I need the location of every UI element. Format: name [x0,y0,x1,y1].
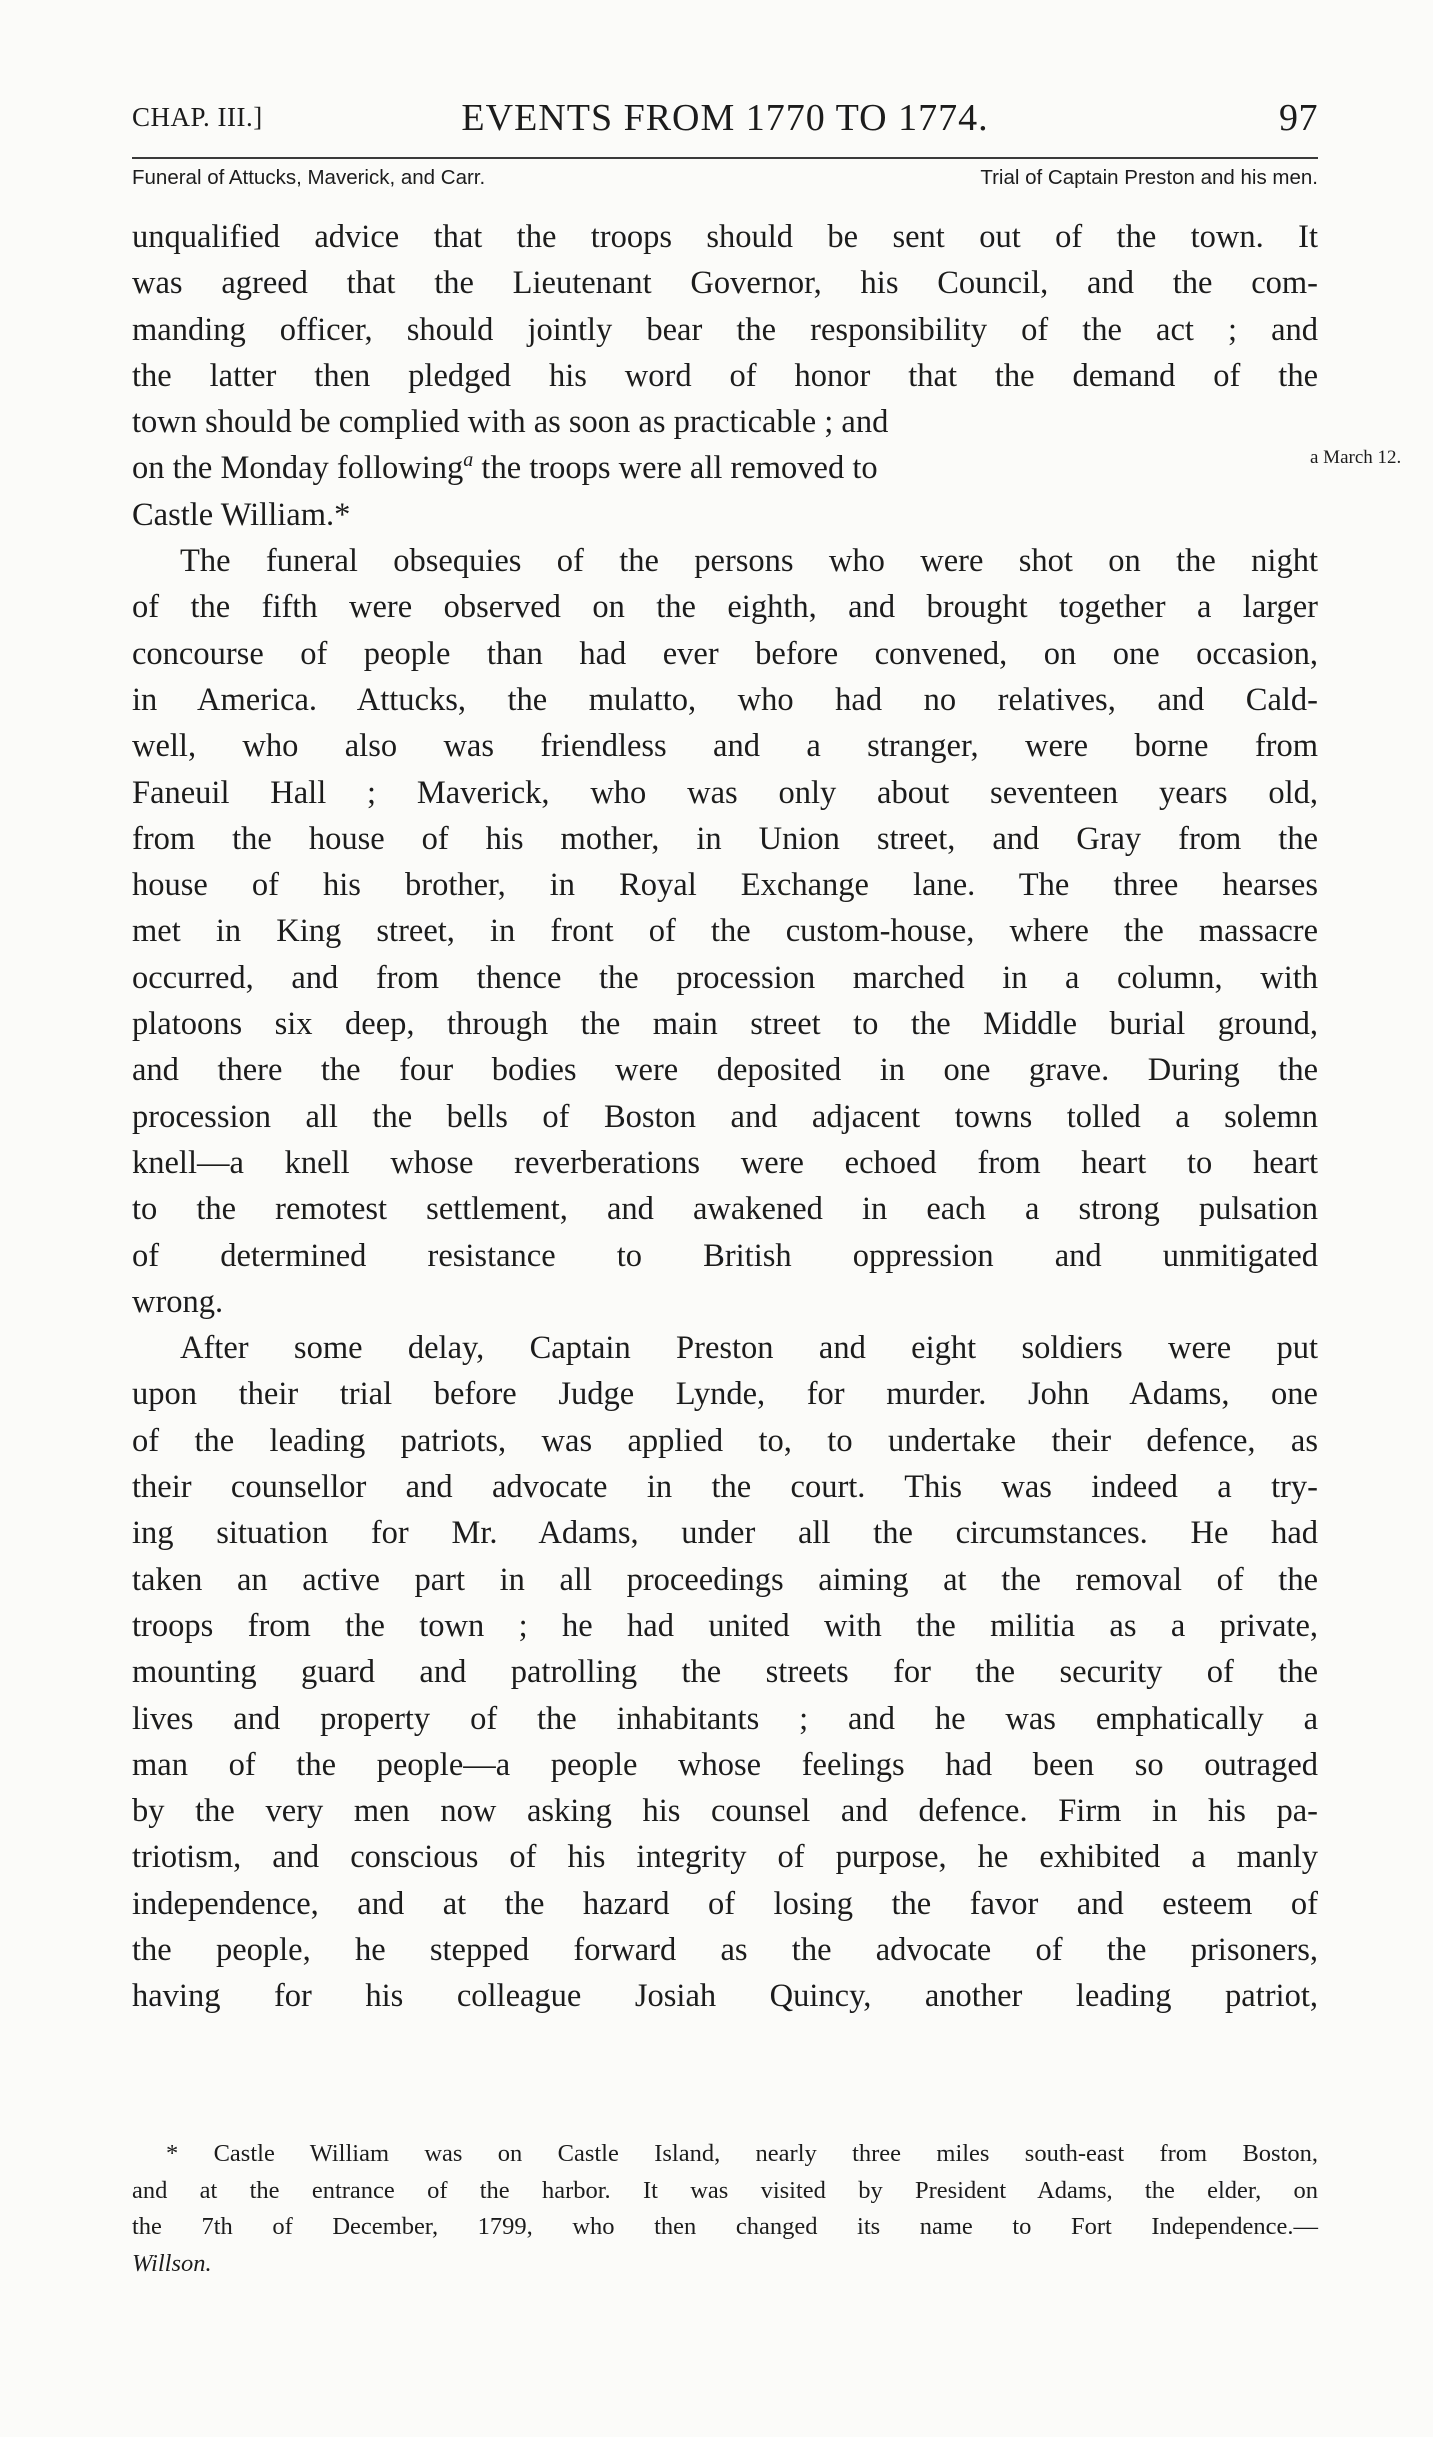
text-line: manding officer, should jointly bear the responsibility of the act ; and [132,311,1318,348]
text-line: troops from the town ; he had united with the militia as a private, [132,1607,1318,1644]
text-line: ing situation for Mr. Adams, under all the circumstances. He had [132,1515,1318,1552]
running-head [132,96,1318,146]
section-subheads [132,166,1318,196]
text-line: from the house of his mother, in Union street, and Gray from the [132,820,1318,857]
subhead-left: Funeral of Attucks, Maverick, and Carr. [132,166,486,189]
text-line: house of his brother, in Royal Exchange lane. The three hearses [132,867,1318,904]
text-line: man of the people—a people whose feelings had been so outraged [132,1746,1318,1783]
text-line: of determined resistance to British oppression and unmitigated [132,1237,1318,1274]
text-line: of the leading patriots, was applied to, to undertake their defence, as [132,1422,1318,1459]
text-line: the people, he stepped forward as the advocate of the prisoners, [132,1931,1318,1968]
text-line: mounting guard and patrolling the streets for the security of the [132,1654,1318,1691]
text-line: was agreed that the Lieutenant Governor, his Council, and the com- [132,265,1318,302]
text-line: town should be complied with as soon as practicable ; and [132,404,889,441]
text-line: lives and property of the inhabitants ; and he was emphatically a [132,1700,1318,1737]
footnote-line: and at the entrance of the harbor. It was visited by President Adams, the elder, on [132,2176,1318,2204]
footnote-line: * Castle William was on Castle Island, nearly three miles south-east from Boston, [166,2140,1318,2167]
text-line: concourse of people than had ever before convened, on one occasion, [132,635,1318,672]
footnote-attribution: Willson. [132,2249,212,2277]
footnote-line: the 7th of December, 1799, who then changed its name to Fort Independence.— [132,2213,1318,2240]
paragraph-start-line: After some delay, Captain Preston and eight soldiers were put [180,1330,1318,1367]
footnote-reference-a: a [463,449,474,472]
text-line: Faneuil Hall ; Maverick, who was only about seventeen years old, [132,774,1318,811]
text-line: by the very men now asking his counsel and defence. Firm in his pa- [132,1793,1318,1830]
text-line: well, who also was friendless and a stranger, were borne from [132,728,1318,765]
text-line: their counsellor and advocate in the court. This was indeed a try- [132,1469,1318,1506]
page-number: 97 [1279,97,1318,139]
text-line: platoons six deep, through the main street to the Middle burial ground, [132,1006,1318,1043]
text-line: to the remotest settlement, and awakened in each a strong pulsation [132,1191,1318,1228]
text-line: met in King street, in front of the custom-house, where the massacre [132,913,1318,950]
text-line-with-margin-note [132,445,1402,491]
text-line: wrong. [132,1283,224,1320]
text-line: upon their trial before Judge Lynde, for murder. John Adams, one [132,1376,1318,1413]
text-line: and there the four bodies were deposited in one grave. During the [132,1052,1318,1089]
text-line: procession all the bells of Boston and adjacent towns tolled a solemn [132,1098,1318,1135]
text-line: having for his colleague Josiah Quincy, another leading patriot, [132,1978,1318,2015]
header-rule [132,157,1318,159]
text-line: unqualified advice that the troops should be sent out of the town. It [132,219,1318,255]
text-line: the latter then pledged his word of honor that the demand of the [132,357,1318,394]
text-line: independence, and at the hazard of losing the favor and esteem of [132,1885,1318,1922]
body-text [132,214,1402,2020]
text-fragment: on the Monday following [132,450,464,487]
text-line: knell—a knell whose reverberations were echoed from heart to heart [132,1144,1318,1181]
margin-note: a March 12. [1310,447,1402,469]
subhead-right: Trial of Captain Preston and his men. [980,166,1318,189]
text-line: occurred, and from thence the procession marched in a column, with [132,959,1318,996]
text-line: Castle William.* [132,496,351,533]
paragraph-start-line: The funeral obsequies of the persons who were shot on the night [180,543,1318,580]
text-line: taken an active part in all proceedings aiming at the removal of the [132,1561,1318,1598]
page-title: EVENTS FROM 1770 TO 1774. [461,97,989,139]
footnote [132,2136,1318,2282]
text-line: triotism, and conscious of his integrity of purpose, he exhibited a manly [132,1839,1318,1876]
chapter-label: CHAP. III.] [132,102,263,132]
text-line: of the fifth were observed on the eighth, and brought together a larger [132,589,1318,626]
text-line: in America. Attucks, the mulatto, who had no relatives, and Cald- [132,681,1318,718]
text-fragment: the troops were all removed to [473,450,878,487]
